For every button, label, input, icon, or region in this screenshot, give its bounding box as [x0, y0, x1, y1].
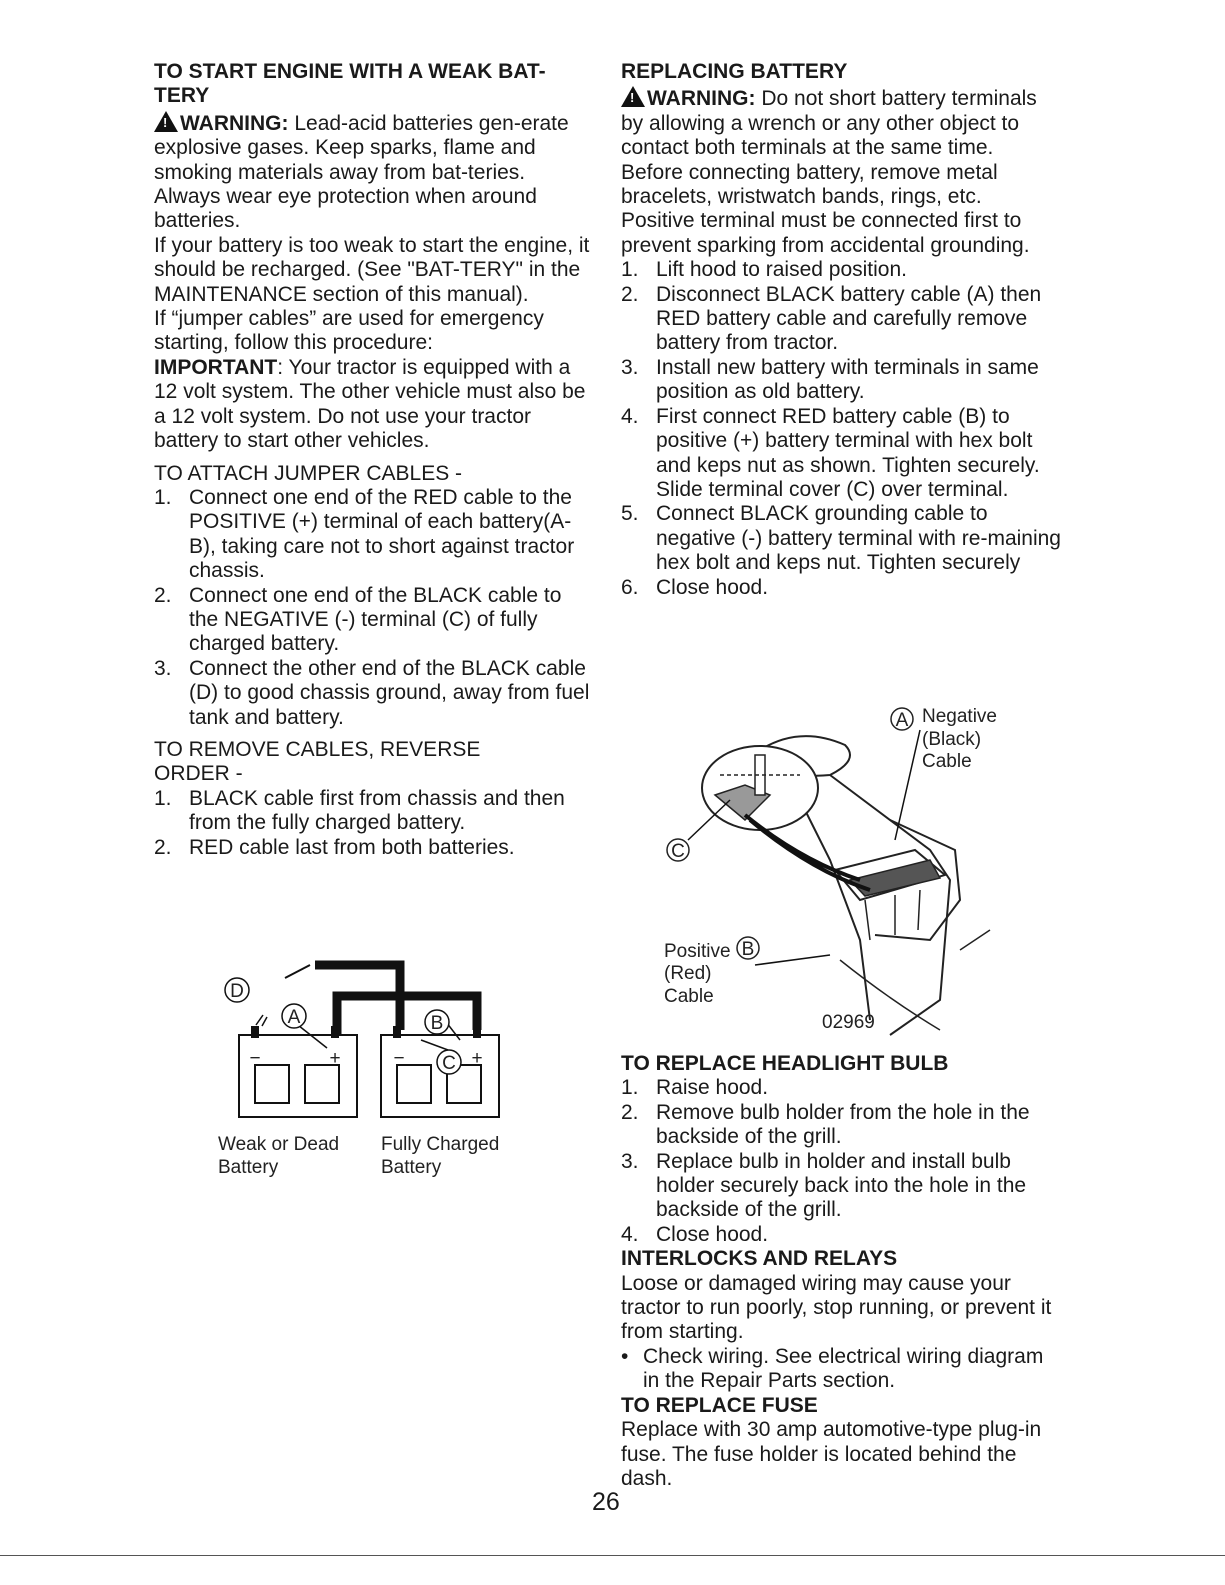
interlocks-heading: INTERLOCKS AND RELAYS — [621, 1247, 898, 1271]
warning-label: WARNING: — [180, 111, 289, 135]
positive-label-line3: Cable — [664, 986, 714, 1007]
list-item: 2. RED cable last from both batteries. — [154, 835, 515, 859]
positive-label-line1: Positive — [664, 941, 731, 962]
svg-text:+: + — [329, 1048, 341, 1069]
bottom-rule — [0, 1555, 1225, 1556]
weak-battery-warning — [154, 109, 594, 234]
headlight-heading: TO REPLACE HEADLIGHT BULB — [621, 1052, 949, 1075]
positive-label-line2: (Red) — [664, 963, 712, 984]
right-lower-section — [621, 1052, 1061, 1491]
full-caption-line1: Fully Charged — [381, 1134, 500, 1155]
list-item: 1. Lift hood to raised position. — [621, 258, 907, 282]
list-item: 3. Replace bulb in holder and install bulb holder securely back into the hole in the backside of the grill. — [621, 1149, 1027, 1222]
list-item: 5. Connect BLACK grounding cable to negative (-) battery terminal with re-maining hex bolt and keps nut. Tighten securely — [621, 502, 1061, 575]
callout-c-label: C — [442, 1053, 456, 1074]
remove-steps-list — [154, 787, 594, 860]
callout-d-label: D — [230, 981, 244, 1002]
attach-steps-list — [154, 486, 594, 730]
list-item: 4. Close hood. — [621, 1222, 769, 1246]
warning-text: Do not short battery terminals by allowing a wrench or any other object to contact both terminals at the same time. Before connecting battery, remove metal bracelets, wristwatch bands, rings, etc. — [621, 87, 1037, 209]
headlight-steps-list — [621, 1076, 1061, 1247]
list-item: 2. Connect one end of the BLACK cable to the NEGATIVE (-) terminal (C) of fully charged battery. — [154, 583, 562, 656]
weak-battery-heading: TO START ENGINE WITH A WEAK BAT- TERY — [154, 60, 546, 108]
callout-b-label: B — [430, 1013, 444, 1034]
weak-caption-line2: Battery — [218, 1157, 279, 1178]
figure-code: 02969 — [822, 1012, 875, 1033]
list-item: 1. Raise hood. — [621, 1076, 769, 1100]
remove-heading: TO REMOVE CABLES, REVERSE ORDER - — [154, 737, 481, 786]
callout-a-label: A — [895, 710, 909, 731]
interlocks-text: Loose or damaged wiring may cause your tractor to run poorly, stop running, or prevent it from starting. — [621, 1271, 1052, 1344]
warning-label: WARNING: — [647, 87, 756, 111]
page-number: 26 — [592, 1488, 620, 1516]
jumper-cable-diagram — [215, 960, 545, 1190]
replacing-battery-heading: REPLACING BATTERY — [621, 60, 848, 83]
positive-terminal-note: Positive terminal must be connected first to prevent sparking from accidental grounding. — [621, 209, 1030, 257]
replace-steps-list — [621, 258, 1061, 600]
negative-label-line2: (Black) — [922, 729, 982, 750]
left-column — [154, 60, 594, 860]
weak-caption-line1: Weak or Dead — [218, 1134, 340, 1155]
battery-installation-illustration — [660, 700, 1060, 1040]
fuse-heading: TO REPLACE FUSE — [621, 1393, 818, 1417]
list-item: 1. BLACK cable first from chassis and then from the fully charged battery. — [154, 786, 565, 835]
callout-b-label: B — [741, 939, 755, 960]
list-item: 3. Connect the other end of the BLACK cable (D) to good chassis ground, away from fuel tank and battery. — [154, 656, 590, 729]
warning-text: Lead-acid batteries gen-erate explosive gases. Keep sparks, flame and smoking materials away from bat-teries. Always wear eye protection when around batteries. — [154, 111, 569, 233]
important-text: : Your tractor is equipped with a 12 volt system. The other vehicle must also be a 12 volt system. Do not use your tractor battery to start other vehicles. — [154, 355, 586, 453]
svg-text:−: − — [393, 1048, 405, 1069]
negative-label-line1: Negative — [922, 706, 997, 727]
full-caption-line2: Battery — [381, 1157, 442, 1178]
list-item: 1. Connect one end of the RED cable to the POSITIVE (+) terminal of each battery(A-B), taking care not to short against tractor chassis. — [154, 485, 575, 583]
list-item: 2. Disconnect BLACK battery cable (A) then RED battery cable and carefully remove battery from tractor. — [621, 282, 1042, 355]
svg-text:+: + — [471, 1048, 483, 1069]
interlocks-bullet: • Check wiring. See electrical wiring diagram in the Repair Parts section. — [621, 1344, 1044, 1393]
attach-heading: TO ATTACH JUMPER CABLES - — [154, 461, 463, 485]
callout-c-label: C — [671, 841, 685, 862]
list-item: 2. Remove bulb holder from the hole in the backside of the grill. — [621, 1100, 1030, 1149]
right-column — [621, 60, 1061, 600]
jumper-intro-paragraph: If “jumper cables” are used for emergency starting, follow this procedure: — [154, 307, 544, 355]
replacing-battery-warning — [621, 84, 1061, 209]
list-item: 3. Install new battery with terminals in same position as old battery. — [621, 355, 1039, 404]
recharge-paragraph: If your battery is too weak to start the engine, it should be recharged. (See "BAT-TERY" in the MAINTENANCE section of this manual). — [154, 233, 590, 306]
list-item: 4. First connect RED battery cable (B) to positive (+) battery terminal with hex bolt and keps nut as shown. Tighten securely. Slide terminal cover (C) over terminal. — [621, 404, 1040, 501]
svg-text:−: − — [249, 1048, 261, 1069]
warning-icon — [621, 86, 645, 107]
important-note — [154, 356, 594, 454]
warning-icon — [154, 111, 178, 132]
list-item: 6. Close hood. — [621, 575, 769, 599]
negative-label-line3: Cable — [922, 751, 972, 772]
callout-a-label: A — [287, 1007, 301, 1028]
fuse-text: Replace with 30 amp automotive-type plug-in fuse. The fuse holder is located behind the dash. — [621, 1418, 1042, 1490]
important-label: IMPORTANT — [154, 355, 278, 379]
